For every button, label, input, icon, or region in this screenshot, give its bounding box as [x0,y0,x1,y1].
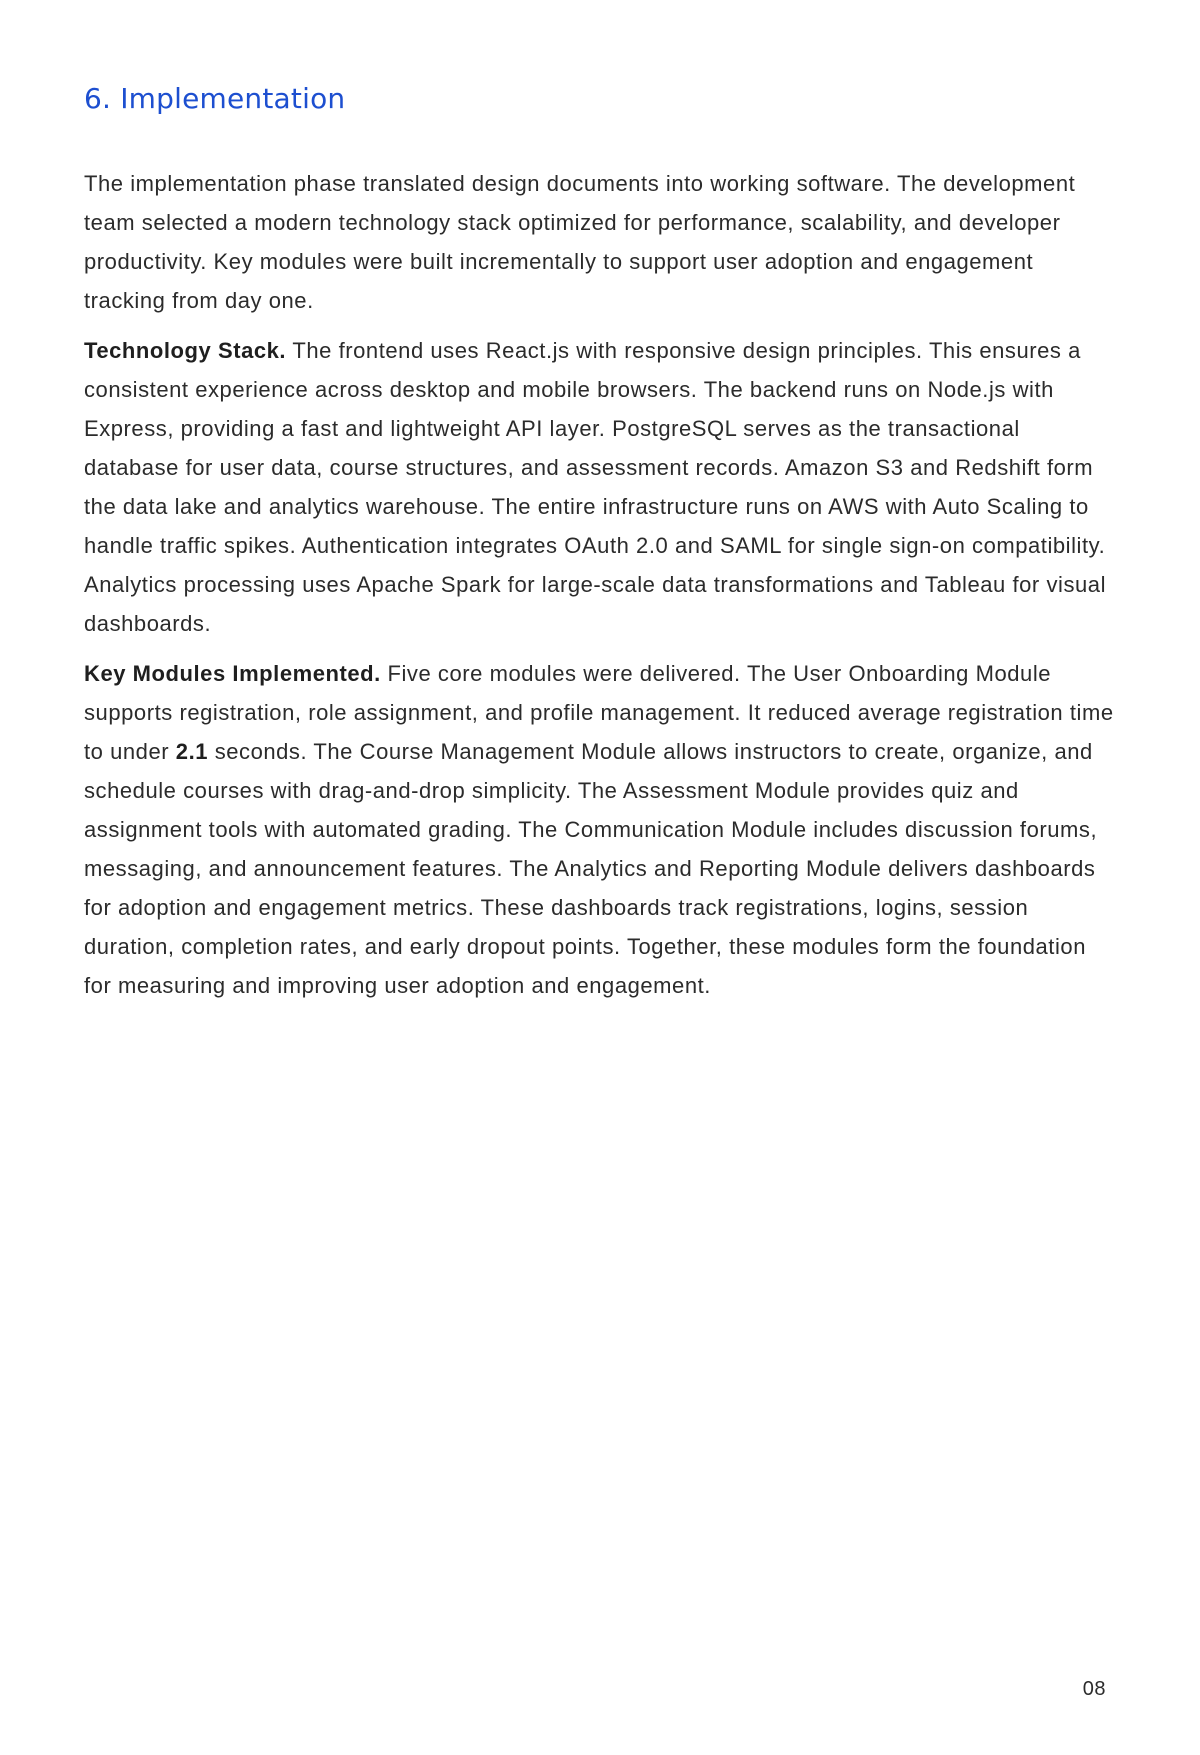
section-heading: 6. Implementation [84,82,346,115]
key-modules-text-before: Five core modules were delivered. The User Onboarding Module supports registration, role assignment, and profile management. It reduced average registration time to under [84,661,1114,764]
registration-time-value: 2.1 [175,739,209,764]
key-modules-text-after: seconds. The Course Management Module allows instructors to create, organize, and schedule courses with drag-and-drop simplicity. The Assessment Module provides quiz and assignment tools with automated grading. The Communication Module includes discussion forums, messaging, and announcement features. The Analytics and Reporting Module delivers dashboards for adoption and engagement metrics. These dashboards track registrations, logins, session duration, completion rates, and early dropout points. Together, these modules form the foundation for measuring and improving user adoption and engagement. [84,739,1098,998]
tech-stack-paragraph [84,331,1114,643]
key-modules-lead: Key Modules Implemented. [84,661,381,686]
tech-stack-lead: Technology Stack. [84,338,287,363]
key-modules-paragraph [84,654,1114,1005]
page-number: 08 [1082,1678,1106,1700]
intro-paragraph: The implementation phase translated design documents into working software. The development team selected a modern technology stack optimized for performance, scalability, and developer productivity. Key modules were built incrementally to support user adoption and engagement tracking from day one. [84,171,1076,313]
section-body [84,164,1114,1016]
tech-stack-text: The frontend uses React.js with responsive design principles. This ensures a consistent experience across desktop and mobile browsers. The backend runs on Node.js with Express, providing a fast and lightweight API layer. PostgreSQL serves as the transactional database for user data, course structures, and assessment records. Amazon S3 and Redshift form the data lake and analytics warehouse. The entire infrastructure runs on AWS with Auto Scaling to handle traffic spikes. Authentication integrates OAuth 2.0 and SAML for single sign-on compatibility. Analytics processing uses Apache Spark for large-scale data transformations and Tableau for visual dashboards. [84,338,1107,636]
